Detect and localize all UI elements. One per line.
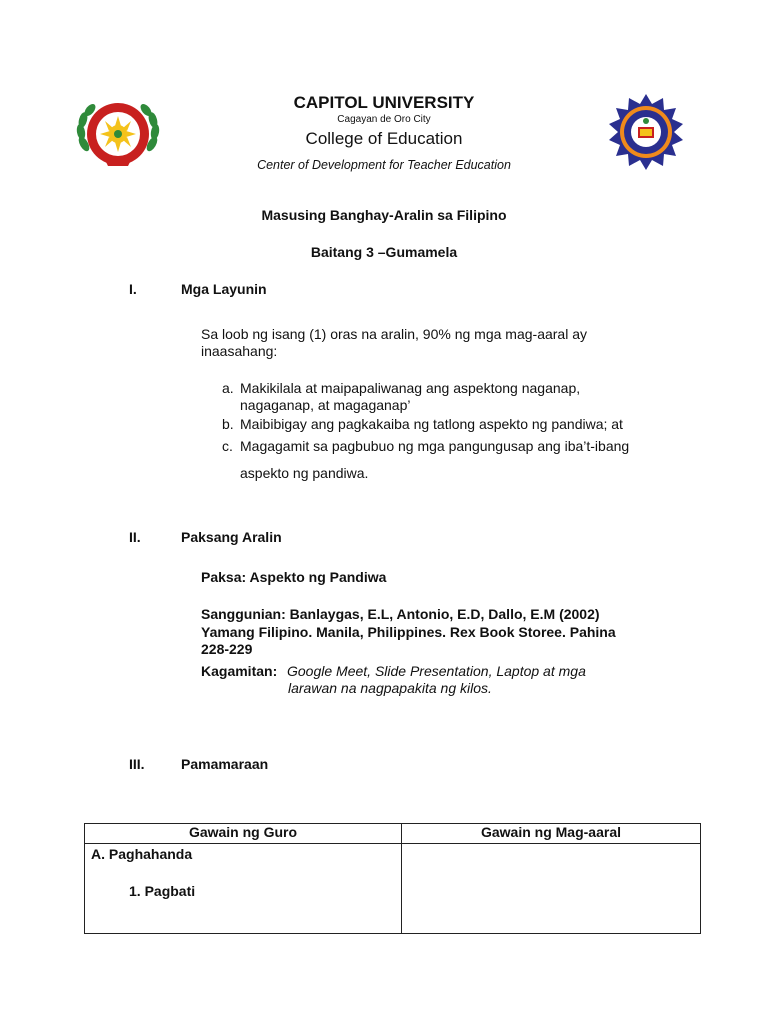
table-cell-teacher	[85, 844, 402, 934]
section-3-title: Pamamaraan	[181, 756, 269, 772]
table-cell-student	[402, 844, 701, 934]
section-2-title: Paksang Aralin	[181, 529, 282, 545]
objective-a-line2: nagaganap, at magaganap’	[240, 397, 411, 413]
university-city: Cagayan de Oro City	[337, 114, 431, 125]
kagamitan-line1: Google Meet, Slide Presentation, Laptop at mga	[287, 663, 586, 679]
lesson-plan-title: Masusing Banghay-Aralin sa Filipino	[261, 207, 507, 223]
table-header-row	[85, 824, 701, 844]
table-header-student: Gawain ng Mag-aaral	[402, 824, 701, 844]
table-row	[85, 844, 701, 934]
section-2-number: II.	[129, 529, 141, 545]
objective-c-line1: Magagamit sa pagbubuo ng mga pangungusap ang iba’t-ibang	[240, 438, 630, 454]
section-1-number: I.	[129, 281, 137, 297]
grade-level: Baitang 3 –Gumamela	[310, 244, 458, 260]
section-3-number: III.	[129, 756, 145, 772]
table-header-teacher: Gawain ng Guro	[85, 824, 402, 844]
paksa-line: Paksa: Aspekto ng Pandiwa	[201, 569, 387, 585]
objectives-intro-line2: inaasahang:	[201, 343, 278, 359]
objective-b-label: b.	[222, 416, 234, 432]
university-name: CAPITOL UNIVERSITY	[293, 93, 475, 112]
objective-a-line1: Makikilala at maipapaliwanag ang aspektong naganap,	[240, 380, 581, 396]
objective-c-line2: aspekto ng pandiwa.	[240, 465, 369, 481]
kagamitan-label: Kagamitan:	[201, 663, 278, 679]
pagbati-item: 1. Pagbati	[129, 883, 196, 899]
objective-b-line1: Maibibigay ang pagkakaiba ng tatlong aspekto ng pandiwa; at	[240, 416, 623, 432]
college-name: College of Education	[305, 129, 463, 148]
procedure-table	[84, 823, 701, 934]
kagamitan-line2: larawan na nagpapakita ng kilos.	[288, 680, 492, 696]
objective-c-label: c.	[222, 438, 233, 454]
objective-a-label: a.	[222, 380, 234, 396]
sanggunian-line1: Sanggunian: Banlaygas, E.L, Antonio, E.D, Dallo, E.M (2002)	[201, 606, 600, 622]
section-1-title: Mga Layunin	[181, 281, 267, 297]
sanggunian-line3: 228-229	[201, 641, 253, 657]
objectives-intro-line1: Sa loob ng isang (1) oras na aralin, 90% ng mga mag-aaral ay	[201, 326, 587, 342]
sanggunian-line2: Yamang Filipino. Manila, Philippines. Rex Book Storee. Pahina	[201, 624, 616, 640]
center-subtitle: Center of Development for Teacher Education	[257, 158, 511, 172]
paghahanda-heading: A. Paghahanda	[91, 846, 193, 862]
